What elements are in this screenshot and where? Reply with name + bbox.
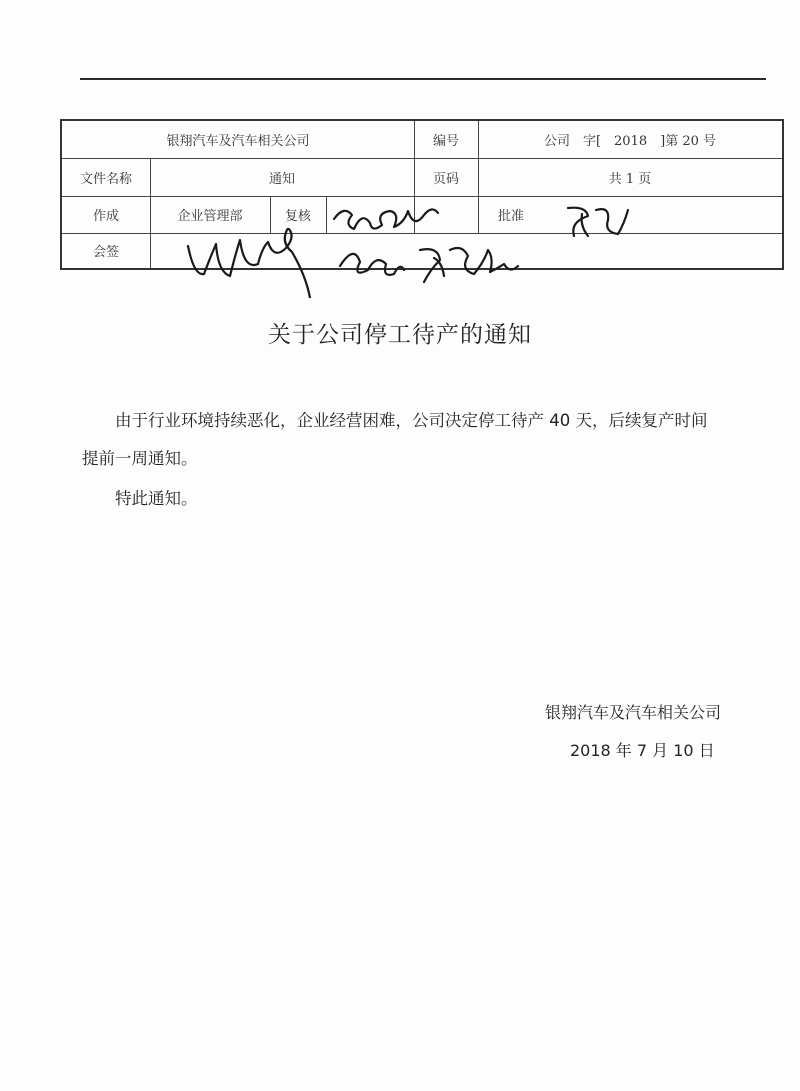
- company-name-cell: 银翔汽车及汽车相关公司: [166, 134, 310, 149]
- approve-signature: [560, 200, 630, 240]
- author-label: 作成: [92, 209, 119, 224]
- approve-label: 批准: [497, 209, 524, 224]
- notice-closing: 特此通知。: [115, 489, 198, 508]
- countersign-label: 会签: [92, 245, 119, 260]
- number-value: 公司 字[ 2018 ]第 20 号: [543, 134, 717, 149]
- notice-title: 关于公司停工待产的通知: [268, 322, 532, 348]
- page-value: 共 1 页: [608, 171, 652, 187]
- review-label: 复核: [284, 209, 311, 224]
- top-rule: [80, 78, 766, 80]
- notice-body: [82, 402, 722, 518]
- author-value: 企业管理部: [177, 209, 243, 224]
- file-name-label: 文件名称: [79, 171, 132, 187]
- number-label: 编号: [432, 134, 459, 149]
- page-label: 页码: [432, 171, 459, 187]
- countersign-signatures: [180, 228, 560, 298]
- signature-organization: 银翔汽车及汽车相关公司: [545, 703, 722, 722]
- signature-date: 2018 年 7 月 10 日: [570, 741, 715, 760]
- notice-paragraph: 由于行业环境持续恶化，企业经营困难，公司决定停工待产 40 天，后续复产时间提前一周通知。: [82, 411, 708, 468]
- file-name-value: 通知: [268, 171, 295, 187]
